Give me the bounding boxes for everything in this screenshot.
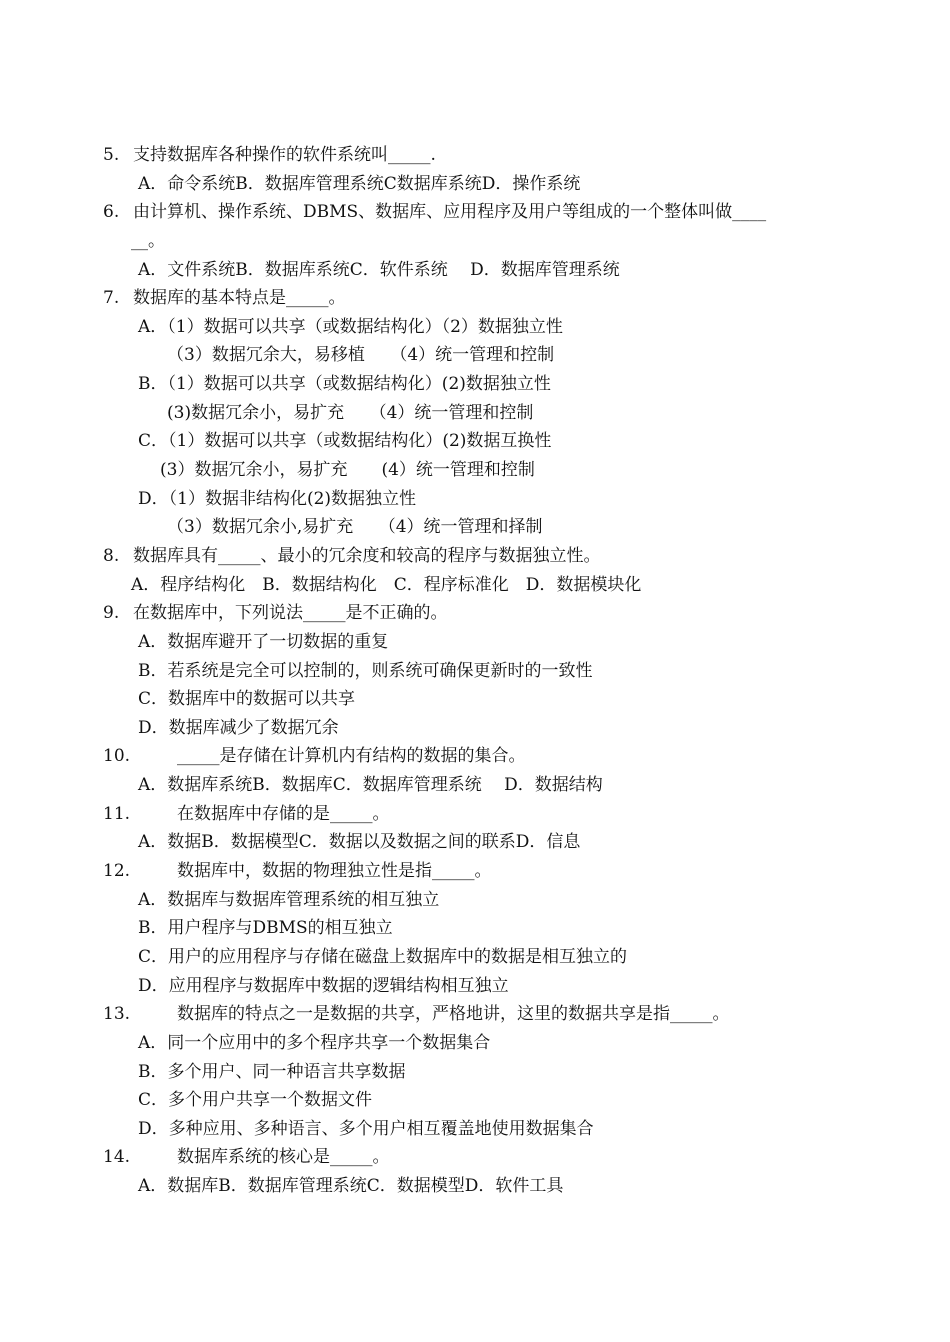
question-text: 数据库具有_____、最小的冗余度和较高的程序与数据独立性。	[133, 545, 601, 566]
option-line	[0, 370, 950, 399]
question-continuation	[0, 227, 950, 256]
line-text: D．多种应用、多种语言、多个用户相互覆盖地使用数据集合	[138, 1118, 594, 1139]
option-line	[0, 1058, 950, 1087]
question-number: 9.	[103, 603, 120, 624]
line-text: D．数据库减少了数据冗余	[138, 717, 339, 738]
question-line	[0, 542, 950, 571]
question-line	[0, 284, 950, 313]
line-text: A．数据库与数据库管理系统的相互独立	[138, 889, 440, 910]
line-text: （3）数据冗余大，易移植 （4）统一管理和控制	[167, 345, 555, 366]
line-text: (3）数据冗余小，易扩充 (4）统一管理和控制	[160, 460, 535, 481]
question-number: 8.	[103, 545, 120, 566]
question-text: 由计算机、操作系统、DBMS、数据库、应用程序及用户等组成的一个整体叫做____	[133, 202, 767, 223]
question-number: 12.	[103, 861, 131, 882]
option-line	[0, 1086, 950, 1115]
option-line	[0, 1115, 950, 1144]
line-text: A．文件系统B．数据库系统C．软件系统 D．数据库管理系统	[138, 259, 620, 280]
line-text: A．程序结构化 B．数据结构化 C．程序标准化 D．数据模块化	[131, 574, 642, 595]
line-text: B．（1）数据可以共享（或数据结构化）(2)数据独立性	[138, 374, 551, 395]
question-text: 在数据库中，下列说法_____是不正确的。	[133, 603, 448, 624]
line-text: D．应用程序与数据库中数据的逻辑结构相互独立	[138, 975, 509, 996]
option-line	[0, 972, 950, 1001]
option-line	[0, 1172, 950, 1201]
option-line	[0, 1029, 950, 1058]
question-text: 数据库的基本特点是_____。	[133, 288, 346, 309]
question-text: 数据库中，数据的物理独立性是指_____。	[177, 861, 492, 882]
option-line	[0, 828, 950, 857]
question-line	[0, 800, 950, 829]
line-text: A．数据库B．数据库管理系统C．数据模型D．软件工具	[138, 1176, 564, 1197]
question-line	[0, 141, 950, 170]
question-line	[0, 198, 950, 227]
option-line	[0, 657, 950, 686]
question-number: 13.	[103, 1004, 131, 1025]
line-text: C．数据库中的数据可以共享	[138, 689, 356, 710]
question-text: 在数据库中存储的是_____。	[177, 803, 390, 824]
line-text: __。	[131, 230, 165, 251]
question-number: 7.	[103, 288, 120, 309]
option-line	[0, 170, 950, 199]
question-text: _____是存储在计算机内有结构的数据的集合。	[177, 746, 526, 767]
question-number: 10.	[103, 746, 131, 767]
line-text: A．数据库系统B．数据库C．数据库管理系统 D．数据结构	[138, 775, 603, 796]
option-line	[0, 571, 950, 600]
option-subline	[0, 341, 950, 370]
option-line	[0, 771, 950, 800]
document-page	[0, 141, 950, 1201]
option-subline	[0, 456, 950, 485]
option-line	[0, 427, 950, 456]
line-text: C．（1）数据可以共享（或数据结构化）(2)数据互换性	[138, 431, 552, 452]
option-subline	[0, 513, 950, 542]
question-line	[0, 1000, 950, 1029]
option-line	[0, 256, 950, 285]
question-line	[0, 742, 950, 771]
line-text: C．多个用户共享一个数据文件	[138, 1090, 373, 1111]
option-line	[0, 485, 950, 514]
question-number: 5.	[103, 145, 120, 165]
question-line	[0, 1143, 950, 1172]
line-text: C．用户的应用程序与存储在磁盘上数据库中的数据是相互独立的	[138, 946, 628, 967]
question-text: 数据库系统的核心是_____。	[177, 1147, 390, 1168]
line-text: B．若系统是完全可以控制的，则系统可确保更新时的一致性	[138, 660, 593, 681]
question-number: 14.	[103, 1147, 131, 1168]
option-line	[0, 313, 950, 342]
option-line	[0, 714, 950, 743]
line-text: A．同一个应用中的多个程序共享一个数据集合	[138, 1032, 491, 1053]
option-line	[0, 886, 950, 915]
question-line	[0, 599, 950, 628]
question-number: 6.	[103, 202, 120, 223]
line-text: A．数据B．数据模型C．数据以及数据之间的联系D．信息	[138, 832, 581, 853]
option-line	[0, 628, 950, 657]
option-line	[0, 914, 950, 943]
line-text: A．数据库避开了一切数据的重复	[138, 631, 389, 652]
question-number: 11.	[103, 803, 131, 824]
line-text: A．（1）数据可以共享（或数据结构化）（2）数据独立性	[138, 316, 563, 337]
line-text: A．命令系统B．数据库管理系统C数据库系统D．操作系统	[138, 173, 581, 194]
question-text: 数据库的特点之一是数据的共享，严格地讲，这里的数据共享是指_____。	[177, 1004, 730, 1025]
option-line	[0, 685, 950, 714]
question-text: 支持数据库各种操作的软件系统叫_____.	[133, 145, 436, 165]
line-text: （3）数据冗余小,易扩充 （4）统一管理和择制	[167, 517, 543, 538]
option-line	[0, 943, 950, 972]
line-text: D．（1）数据非结构化(2)数据独立性	[138, 488, 417, 509]
line-text: B．多个用户、同一种语言共享数据	[138, 1061, 406, 1082]
line-text: (3)数据冗余小，易扩充 （4）统一管理和控制	[167, 402, 534, 423]
question-line	[0, 857, 950, 886]
line-text: B．用户程序与DBMS的相互独立	[138, 918, 393, 939]
option-subline	[0, 399, 950, 428]
